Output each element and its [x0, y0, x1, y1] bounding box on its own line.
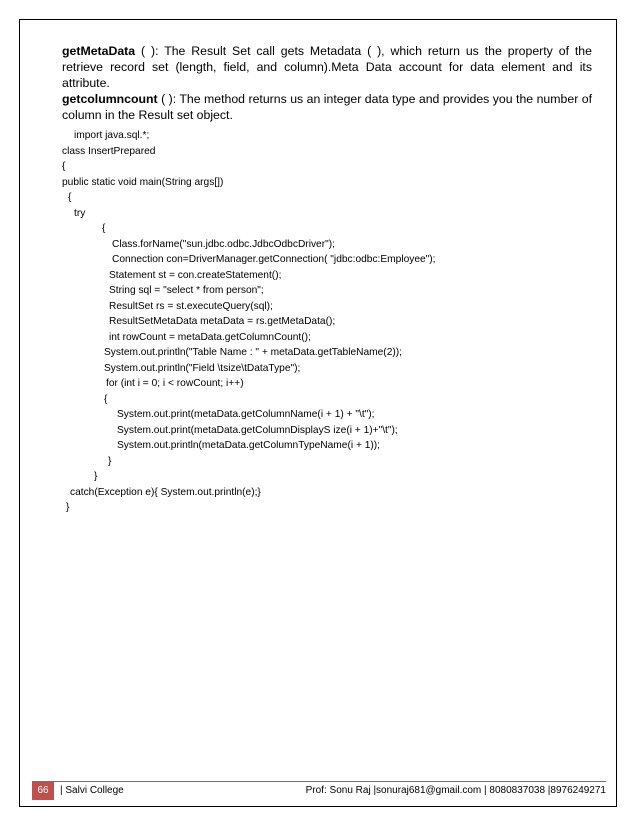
desc-getcolumncount: ( ): The method returns us an integer data type and provides you the number of column in the Result set object.	[62, 92, 592, 122]
page-number: 66	[32, 782, 54, 800]
code-line: Class.forName("sun.jdbc.odbc.JdbcOdbcDriver");	[112, 238, 335, 250]
code-line: }	[108, 455, 112, 467]
code-line: import java.sql.*;	[74, 130, 150, 141]
code-line: System.out.println(metaData.getColumnTypeName(i + 1));	[117, 440, 380, 451]
code-line: int rowCount = metaData.getColumnCount();	[109, 331, 311, 343]
code-line: public static void main(String args[])	[62, 176, 224, 188]
code-line: {	[102, 223, 106, 234]
code-line: System.out.print(metaData.getColumnName(i + 1) + "\t");	[117, 409, 375, 420]
code-line: for (int i = 0; i < rowCount; i++)	[106, 378, 244, 389]
term-getmetadata: getMetaData	[62, 44, 136, 58]
code-line: System.out.print(metaData.getColumnDisplayS ize(i + 1)+"\t");	[117, 424, 398, 436]
paragraph-getcolumncount	[62, 91, 592, 123]
code-line: {	[68, 192, 72, 203]
term-getcolumncount: getcolumncount	[62, 92, 158, 106]
code-line: catch(Exception e){ System.out.println(e);}	[70, 486, 261, 498]
code-line: System.out.println("Table Name : " + metaData.getTableName(2));	[104, 347, 402, 358]
code-line: {	[62, 161, 66, 172]
code-line: String sql = "select * from person";	[109, 285, 264, 296]
code-line: System.out.println("Field \tsize\tDataType");	[104, 362, 301, 374]
code-line: Connection con=DriverManager.getConnection( "jdbc:odbc:Employee");	[112, 254, 436, 265]
code-line: }	[94, 471, 98, 482]
code-line: ResultSet rs = st.executeQuery(sql);	[109, 300, 273, 312]
code-line: try	[74, 207, 86, 219]
desc-getmetadata: ( ): The Result Set call gets Metadata ( ), which return us the property of the retrieve record set (length, field, and column).Meta Data account for data element and its attribute.	[62, 44, 592, 90]
code-line: ResultSetMetaData metaData = rs.getMetaData();	[109, 316, 336, 327]
code-line: }	[66, 502, 70, 513]
paragraph-getmetadata	[62, 43, 592, 91]
code-line: class InsertPrepared	[62, 145, 156, 157]
author-info: Prof: Sonu Raj |sonuraj681@gmail.com | 8080837038 |8976249271	[305, 785, 606, 796]
code-line: {	[104, 393, 108, 405]
college-name: | Salvi College	[60, 785, 124, 796]
page-footer	[32, 781, 606, 800]
code-line: Statement st = con.createStatement();	[109, 269, 282, 281]
